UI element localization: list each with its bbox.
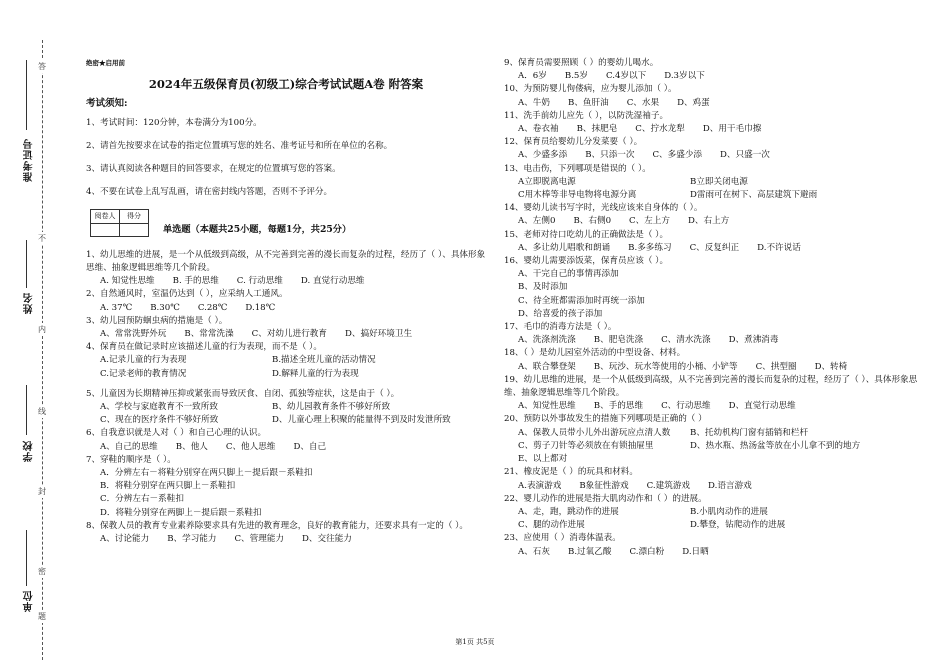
question-item	[504, 57, 934, 83]
answer-option[interactable]: B、幼儿园教育条件不够好所致	[272, 402, 391, 413]
answer-options	[504, 149, 934, 162]
answer-option[interactable]: C、反复纠正	[689, 242, 740, 253]
reviewer-cell[interactable]	[91, 223, 120, 236]
question-item	[504, 136, 934, 162]
answer-option[interactable]: B.小肌肉动作的进展	[690, 506, 768, 517]
score-header-reviewer: 阅卷人	[91, 209, 120, 223]
margin-word: 线	[38, 407, 46, 416]
answer-option[interactable]: A、常常洗野外玩	[100, 329, 167, 340]
answer-options	[86, 275, 486, 288]
answer-option[interactable]: B、抹肥皂	[576, 124, 618, 135]
answer-options	[504, 123, 934, 136]
answer-options	[504, 334, 934, 347]
binding-margin	[0, 0, 70, 671]
answer-option[interactable]: A、多让幼儿唱歌和朗诵	[518, 242, 611, 253]
answer-option[interactable]: C、待全班都需添加时再统一添加	[518, 295, 645, 306]
answer-option[interactable]: D．将鞋分别穿在两脚上－提后跟－系鞋扣	[100, 507, 262, 518]
answer-option[interactable]: C.4岁以下	[605, 71, 647, 82]
answer-option[interactable]: C、拧水龙犁	[635, 124, 685, 135]
answer-option[interactable]: C用木棒等非导电物将电源分离	[518, 190, 637, 201]
answer-option[interactable]: A、学校与家庭教育不一致所致	[100, 402, 218, 413]
question-stem: 8、保教人员的教育专业素养除要求具有先进的教育理念，良好的教育能力，还要求具有一定的（ ）。	[86, 520, 469, 531]
notice-item: 2、请首先按要求在试卷的指定位置填写您的姓名、准考证号和所在单位的名称。	[86, 140, 393, 151]
answer-option[interactable]: C、行动思维	[661, 401, 711, 412]
answer-option[interactable]: C．分辨左右－系鞋扣	[100, 494, 184, 505]
answer-option[interactable]: C、管理能力	[234, 534, 285, 545]
answer-option[interactable]: B.5岁	[564, 71, 588, 82]
answer-options	[504, 97, 934, 110]
question-item	[504, 413, 934, 466]
answer-option[interactable]: A. 知觉性思维	[100, 276, 155, 287]
answer-options	[86, 467, 486, 520]
right-column	[504, 57, 934, 559]
question-item	[504, 163, 934, 203]
question-stem: 14、婴幼儿读书写字时，光线应该来自身体的（ ）。	[504, 203, 703, 214]
answer-option[interactable]: B.描述全班儿童的活动情况	[272, 355, 376, 366]
question-stem: 12、保育员给婴幼儿分发菜要（ ）。	[504, 137, 643, 148]
question-item	[504, 321, 934, 347]
question-list-left	[86, 249, 486, 546]
margin-word: 不	[38, 234, 46, 243]
margin-word: 封	[38, 487, 46, 496]
answer-option[interactable]: C、多盛少添	[652, 150, 703, 161]
question-item	[504, 466, 934, 492]
answer-option[interactable]: C、现在的医疗条件不够好所致	[100, 415, 219, 426]
question-stem: 3、幼儿园预防蛔虫病的措施是（ ）。	[86, 315, 228, 326]
question-item	[504, 347, 934, 373]
answer-option[interactable]: B.过氧乙酸	[568, 546, 612, 557]
answer-option[interactable]: C、剪子刀针等必须放在有锁抽屉里	[518, 440, 654, 451]
question-item	[504, 202, 934, 228]
margin-word: 密	[38, 567, 46, 576]
answer-option[interactable]: C.漂白粉	[629, 546, 665, 557]
score-table	[90, 209, 149, 237]
answer-option[interactable]: D、鸡蛋	[677, 97, 710, 108]
name-label: 姓名	[24, 292, 35, 314]
answer-option[interactable]: C. 行动思维	[236, 276, 283, 287]
question-stem: 23、应使用（ ）消毒体温表。	[504, 533, 621, 544]
answer-option[interactable]: B、玩沙、玩水等使用的小桶、小铲等	[593, 361, 738, 372]
question-item	[86, 315, 486, 341]
answer-option[interactable]: A.记录儿童的行为表现	[100, 355, 187, 366]
answer-options	[504, 427, 934, 467]
question-item	[504, 110, 934, 136]
question-item	[86, 249, 486, 289]
answer-option[interactable]: A、洗涤剂洗涤	[518, 335, 576, 346]
question-stem: 6、自我意识就是人对（ ）和自己心理的认识。	[86, 428, 267, 439]
question-item	[504, 493, 934, 533]
question-stem: 21、橡皮泥是（ ）的玩具和材料。	[504, 467, 638, 478]
question-item	[86, 427, 486, 453]
answer-option[interactable]: A、知觉性思维	[518, 401, 576, 412]
answer-option[interactable]: A、左侧0	[518, 216, 556, 227]
answer-option[interactable]: D、给喜爱的孩子添加	[518, 308, 603, 319]
question-stem: 1、幼儿思维的进展，是一个从低级到高级，从不完善到完善的漫长而复杂的过程，经历了（ ）、具体形象思维、抽象逻辑思维等几个阶段。	[86, 249, 486, 274]
answer-option[interactable]: C、左上方	[629, 216, 670, 227]
notice-heading: 考试须知:	[86, 98, 128, 110]
answer-option[interactable]: D、直觉行动思维	[728, 401, 796, 412]
exam-number-label: 准考证号	[24, 138, 35, 182]
question-stem: 22、婴儿动作的进展是指大肌肉动作和（ ）的进展。	[504, 493, 707, 504]
answer-option[interactable]: A、保教人员带小儿外出游玩应点清人数	[518, 427, 671, 438]
section-title: 单选题（本题共25小题，每题1分，共25分）	[163, 223, 352, 235]
question-stem: 11、洗手前幼儿应先（ ），以防洗湿袖子。	[504, 110, 669, 121]
answer-option[interactable]: D、自己	[293, 441, 327, 452]
answer-option[interactable]: D.不许说话	[757, 242, 801, 253]
answer-option[interactable]: A立即脱离电源	[518, 176, 576, 187]
notice-item: 1、考试时间：120分钟，本卷满分为100分。	[86, 117, 262, 128]
answer-option[interactable]: B.多多练习	[628, 242, 672, 253]
question-stem: 4、保育员在做记录时应该描述儿童的行为表现，而不是（ ）。	[86, 342, 322, 353]
score-header-score: 得分	[120, 209, 149, 223]
answer-options	[504, 70, 934, 83]
question-stem: 18、（ ）是幼儿园室外活动的中型设备、材料。	[504, 348, 686, 359]
notice-item: 4、不要在试卷上乱写乱画，请在密封线内答题，否则不予评分。	[86, 186, 333, 197]
exam-number-underline	[26, 60, 27, 130]
answer-option[interactable]: C、拱型圈	[755, 361, 797, 372]
answer-option[interactable]: A、少盛多添	[518, 150, 568, 161]
answer-options	[504, 361, 934, 374]
margin-word: 题	[38, 612, 46, 621]
answer-option[interactable]: A．分辨左右－将鞋分别穿在两只脚上－提后跟－系鞋扣	[100, 468, 313, 479]
answer-option[interactable]: A、走，跑，跳动作的进展	[518, 506, 619, 517]
answer-option[interactable]: C.28℃	[197, 302, 228, 313]
answer-option[interactable]: B.30℃	[150, 302, 180, 313]
answer-option[interactable]: C、水果	[626, 97, 660, 108]
question-item	[86, 520, 486, 546]
unit-label: 单位	[24, 590, 35, 612]
answer-option[interactable]: D、煮沸消毒	[728, 335, 779, 346]
answer-option[interactable]: D、只盛一次	[720, 150, 770, 161]
answer-option[interactable]: A. 37℃	[100, 302, 133, 313]
answer-option[interactable]: B立即关闭电源	[690, 176, 748, 187]
answer-option[interactable]: D、交往能力	[302, 534, 352, 545]
answer-option[interactable]: A、干完自己的事情再添加	[518, 269, 619, 280]
question-stem: 15、老师对待口吃幼儿的正确做法是（ ）。	[504, 229, 669, 240]
question-stem: 20、预防以外事故发生的措施下列哪项是正确的（ ）	[504, 414, 707, 425]
answer-options	[504, 480, 934, 493]
question-stem: 10、为预防婴儿佝偻病，应为婴儿添加（ ）。	[504, 84, 677, 95]
school-label: 学校	[24, 440, 35, 462]
answer-option[interactable]: D、儿童心理上积聚的能量得不到及时发泄所致	[272, 415, 451, 426]
answer-option[interactable]: D、热水瓶、热汤盆等放在小儿拿不到的地方	[690, 440, 861, 451]
answer-option[interactable]: D.解释儿童的行为表现	[272, 368, 359, 379]
answer-option[interactable]: D.语言游戏	[708, 480, 752, 491]
question-list-right	[504, 57, 934, 559]
margin-word: 内	[38, 325, 46, 334]
notice-item: 3、请认真阅读各种题目的回答要求，在规定的位置填写您的答案。	[86, 163, 341, 174]
answer-option[interactable]: A、自己的思维	[100, 441, 158, 452]
answer-option[interactable]: B、学习能力	[167, 534, 217, 545]
answer-option[interactable]: C.建筑游戏	[646, 480, 691, 491]
answer-option[interactable]: D.18℃	[245, 302, 276, 313]
answer-option[interactable]: A、讨论能力	[100, 534, 150, 545]
answer-option[interactable]: A、石灰	[518, 546, 550, 557]
answer-options	[86, 328, 486, 341]
question-item	[86, 288, 486, 314]
answer-option[interactable]: C、他人思维	[225, 441, 276, 452]
answer-options	[504, 268, 934, 321]
answer-option[interactable]: D、用干毛巾擦	[702, 124, 762, 135]
score-cell[interactable]	[120, 223, 149, 236]
answer-option[interactable]: A、卷衣袖	[518, 124, 559, 135]
unit-underline	[26, 530, 27, 586]
answer-options	[86, 302, 486, 315]
question-item	[504, 229, 934, 255]
question-stem: 9、保育员需要照顾（ ）的婴幼儿喝水。	[504, 58, 659, 68]
answer-option[interactable]: D雷雨可在树下、高层建筑下避雨	[690, 190, 818, 201]
answer-option[interactable]: C、腿的动作进展	[518, 520, 585, 531]
answer-option[interactable]: D、右上方	[688, 216, 730, 227]
answer-option[interactable]: B. 手的思维	[172, 276, 219, 287]
answer-option[interactable]: B、及时添加	[518, 282, 568, 293]
question-stem: 16、婴幼儿需要添饭菜，保育员应该（ ）。	[504, 256, 669, 267]
page-footer: 第1页 共5页	[455, 638, 495, 646]
answer-options	[504, 242, 934, 255]
answer-option[interactable]: B、手的思维	[593, 401, 644, 412]
answer-option[interactable]: B．将鞋分别穿在两只脚上－系鞋扣	[100, 481, 236, 492]
answer-option[interactable]: D.攀登，钻爬动作的进展	[690, 520, 786, 531]
question-item	[86, 454, 486, 520]
question-item	[504, 374, 934, 414]
school-underline	[26, 385, 27, 435]
answer-option[interactable]: B、托幼机构门窗有插销和栏杆	[690, 427, 809, 438]
answer-option[interactable]: B象征性游戏	[579, 480, 629, 491]
answer-options	[504, 546, 934, 559]
margin-word: 答	[38, 62, 46, 71]
score-row	[86, 209, 486, 237]
answer-option[interactable]: D、搞好环境卫生	[345, 329, 413, 340]
question-stem: 2、自然通风时，室温仍达到（ ），应采纳人工通风。	[86, 289, 288, 300]
answer-option[interactable]: B、右侧0	[573, 216, 612, 227]
question-item	[504, 255, 934, 321]
answer-option[interactable]: B、鱼肝油	[568, 97, 609, 108]
question-stem: 5、儿童因为长期精神压抑或紧张而导致厌食、自闭、孤独等症状，这是由于（ ）。	[86, 388, 400, 399]
answer-option[interactable]: D.日晒	[682, 546, 709, 557]
question-item	[504, 532, 934, 558]
answer-option[interactable]: B、他人	[175, 441, 208, 452]
answer-option[interactable]: D.3岁以下	[664, 71, 705, 82]
answer-option[interactable]: C.记录老师的教育情况	[100, 368, 187, 379]
question-item	[86, 388, 486, 428]
answer-options	[504, 215, 934, 228]
answer-option[interactable]: A.表演游戏	[518, 480, 562, 491]
answer-options	[86, 401, 486, 427]
page-title: 2024年五级保育员(初级工)综合考试试题A卷 附答案	[148, 77, 424, 92]
answer-option[interactable]: C、对幼儿进行教育	[251, 329, 327, 340]
name-underline	[26, 240, 27, 288]
left-column	[86, 57, 486, 546]
answer-option[interactable]: D. 直觉行动思维	[300, 276, 365, 287]
answer-option[interactable]: C、清水洗涤	[661, 335, 711, 346]
question-stem: 19、幼儿思维的进展，是一个从低级到高级，从不完善到完善的漫长而复杂的过程，经历了（ ）、具体形象思维、抽象逻辑思维等几个阶段。	[504, 374, 918, 399]
answer-options	[504, 176, 934, 202]
answer-options	[504, 506, 934, 532]
question-stem: 13、电击伤，下列哪项是错误的（ ）。	[504, 163, 651, 174]
answer-options	[86, 354, 486, 380]
answer-option[interactable]: A．6岁	[518, 71, 547, 82]
answer-options	[504, 400, 934, 413]
answer-options	[86, 441, 486, 454]
answer-option[interactable]: B、常常洗澡	[184, 329, 234, 340]
question-item	[86, 341, 486, 381]
answer-option[interactable]: E、以上都对	[518, 454, 568, 465]
answer-option[interactable]: A、牛奶	[518, 97, 550, 108]
answer-option[interactable]: D、转椅	[814, 361, 848, 372]
answer-option[interactable]: B、肥皂洗涤	[593, 335, 644, 346]
question-stem: 17、毛巾的消毒方法是（ ）。	[504, 322, 617, 333]
answer-option[interactable]: A、联合攀登架	[518, 361, 576, 372]
answer-options	[86, 533, 486, 546]
question-stem: 7、穿鞋的顺序是（ ）。	[86, 454, 176, 465]
answer-option[interactable]: B、只添一次	[585, 150, 635, 161]
secret-mark: 绝密★启用前	[86, 59, 125, 67]
question-item	[504, 83, 934, 109]
